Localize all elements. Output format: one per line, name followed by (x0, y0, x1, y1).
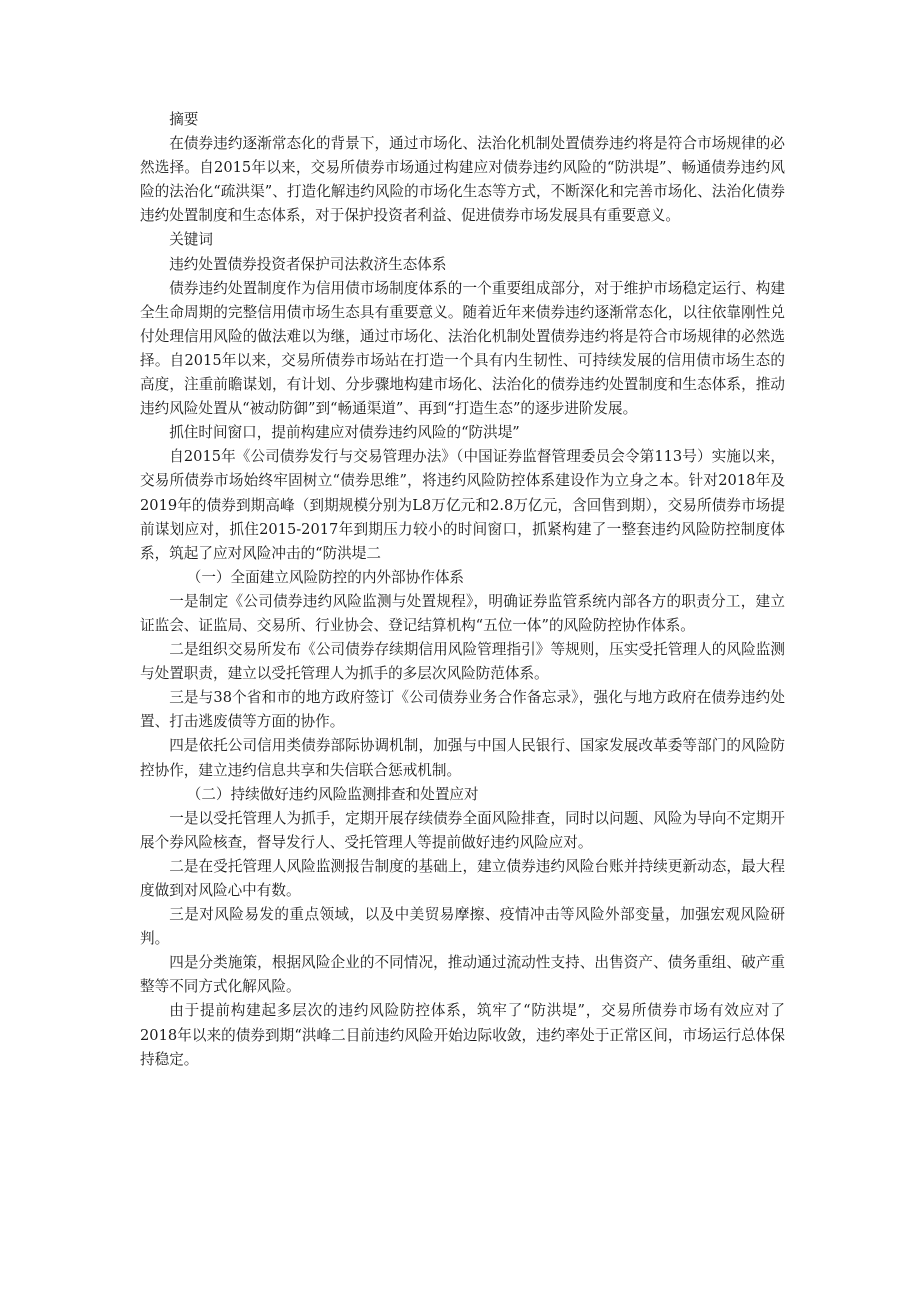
abstract-text: 在债券违约逐渐常态化的背景下，通过市场化、法治化机制处置债券违约将是符合市场规律的必然选择。自2015年以来，交易所债券市场通过构建应对债券违约风险的“防洪堤”、畅通债券违约风险的法治化“疏洪渠”、打造化解违约风险的市场化生态等方式，不断深化和完善市场化、法治化债券违约处置制度和生态体系，对于保护投资者利益、促进债券市场发展具有重要意义。 (140, 135, 785, 225)
sub1-item-2: 二是组织交易所发布《公司债券存续期信用风险管理指引》等规则，压实受托管理人的风险监测与处置职责，建立以受托管理人为抓手的多层次风险防范体系。 (140, 641, 785, 683)
sub1-item-3: 三是与38个省和市的地方政府签订《公司债券业务合作备忘录》，强化与地方政府在债券违约处置、打击逃废债等方面的协作。 (140, 689, 785, 731)
sub2-item-3: 三是对风险易发的重点领域，以及中美贸易摩擦、疫情冲击等风险外部变量，加强宏观风险研判。 (140, 906, 785, 948)
sub2-item-2: 二是在受托管理人风险监测报告制度的基础上，建立债券违约风险台账并持续更新动态，最大程度做到对风险心中有数。 (140, 857, 785, 899)
abstract-heading: 摘要 (169, 111, 199, 128)
sub2-item-1: 一是以受托管理人为抓手，定期开展存续债券全面风险排查，同时以问题、风险为导向不定期开展个券风险核查，督导发行人、受托管理人等提前做好违约风险应对。 (140, 809, 785, 851)
document-body (140, 108, 785, 1072)
intro-paragraph: 债券违约处置制度作为信用债市场制度体系的一个重要组成部分，对于维护市场稳定运行、构建全生命周期的完整信用债市场生态具有重要意义。随着近年来债券违约逐渐常态化，以往依靠刚性兑付处理信用风险的做法难以为继，通过市场化、法治化机制处置债券违约将是符合市场规律的必然选择。自2015年以来，交易所债券市场站在打造一个具有内生韧性、可持续发展的信用债市场生态的高度，注重前瞻谋划，有计划、分步骤地构建市场化、法治化的债券违约处置制度和生态体系，推动违约风险处置从“被动防御”到“畅通渠道”、再到“打造生态”的逐步进阶发展。 (140, 279, 785, 418)
subsection1-heading: （一）全面建立风险防控的内外部协作体系 (186, 568, 465, 586)
conclusion-paragraph: 由于提前构建起多层次的违约风险防控体系，筑牢了“防洪堤”，交易所债券市场有效应对了2018年以来的债券到期“洪峰二目前违约风险开始边际收敛，违约率处于正常区间，市场运行总体保持稳定。 (140, 1002, 785, 1068)
sub1-item-4: 四是依托公司信用类债券部际协调机制，加强与中国人民银行、国家发展改革委等部门的风险防控协作，建立违约信息共享和失信联合惩戒机制。 (140, 737, 785, 779)
keywords-text: 违约处置债券投资者保护司法救济生态体系 (169, 255, 447, 273)
subsection2-heading: （二）持续做好违约风险监测排查和处置应对 (186, 785, 479, 803)
sub2-item-4: 四是分类施策，根据风险企业的不同情况，推动通过流动性支持、出售资产、债务重组、破产重整等不同方式化解风险。 (140, 954, 785, 996)
keywords-heading: 关键词 (169, 231, 213, 249)
section1-heading: 抓住时间窗口，提前构建应对债券违约风险的“防洪堤” (169, 424, 520, 442)
sub1-item-1: 一是制定《公司债券违约风险监测与处置规程》，明确证券监管系统内部各方的职责分工，建立证监会、证监局、交易所、行业协会、登记结算机构“五位一体”的风险防控协作体系。 (140, 592, 785, 634)
section1-paragraph: 自2015年《公司债券发行与交易管理办法》（中国证券监督管理委员会令第113号）实施以来，交易所债券市场始终牢固树立“债券思维”，将违约风险防控体系建设作为立身之本。针对2018年及2019年的债券到期高峰（到期规模分别为L8万亿元和2.8万亿元，含回售到期），交易所债券市场提前谋划应对，抓住2015-2017年到期压力较小的时间窗口，抓紧构建了一整套违约风险防控制度体系，筑起了应对风险冲击的“防洪堤二 (140, 448, 785, 562)
